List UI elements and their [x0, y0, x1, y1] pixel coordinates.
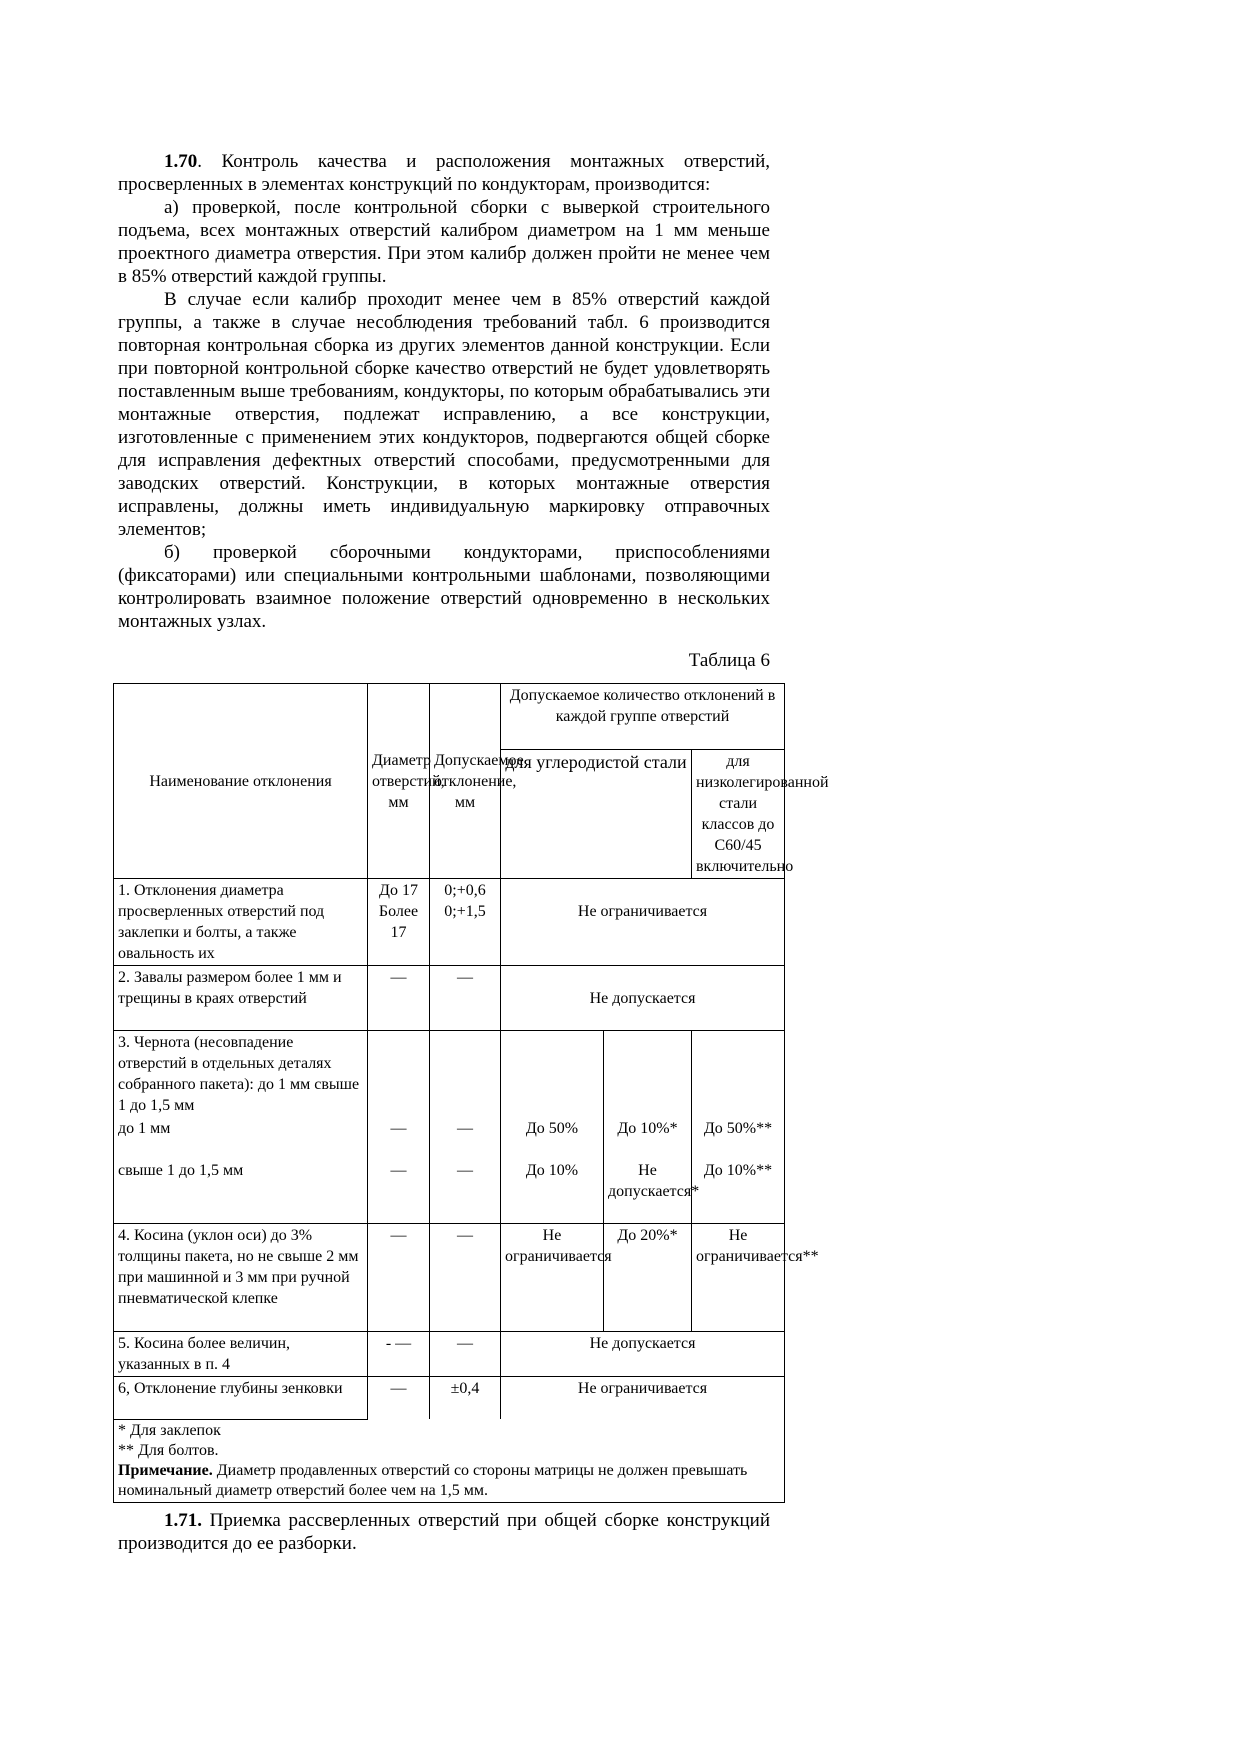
subrow-diameter: —	[368, 1117, 430, 1159]
row-count: Не ограничивается	[501, 879, 785, 966]
subrow-carbon: До 50%	[501, 1117, 604, 1159]
header-tolerance: Допускаемое отклонение, мм	[430, 684, 501, 879]
row-diameter: До 17 Более 17	[368, 879, 430, 966]
table-row	[114, 879, 785, 966]
header-name: Наименование отклонения	[114, 684, 368, 879]
table-row	[114, 1031, 785, 1118]
row-count: Не допускается	[501, 966, 785, 1031]
row-diameter: —	[368, 966, 430, 1031]
section-number: 1.70	[164, 151, 198, 172]
section-1-70-intro: 1.70. Контроль качества и расположения монтажных отверстий, просверленных в элементах конструкций по кондукторам, производится:	[118, 151, 770, 195]
row-count: Не ограничивается	[501, 1376, 785, 1419]
note-label: Примечание.	[118, 1461, 213, 1479]
tolerance-table	[113, 683, 829, 1503]
row-name: 4. Косина (уклон оси) до 3% толщины пакета, но не свыше 2 мм при машинной и 3 мм при ручной пневматической клепке	[114, 1223, 368, 1331]
header-row	[114, 684, 785, 750]
row-name: 3. Чернота (несовпадение отверстий в отдельных деталях собранного пакета): до 1 мм свыше 1 до 1,5 мм	[114, 1031, 368, 1118]
row-low-alloy-rivets: До 20%*	[604, 1223, 692, 1331]
row-name: 6, Отклонение глубины зенковки	[114, 1376, 368, 1419]
section-text: Приемка рассверленных отверстий при общей сборке конструкций производится до ее разборки.	[118, 1510, 770, 1554]
subrow-name: свыше 1 до 1,5 мм	[114, 1159, 368, 1223]
row-name: 2. Завалы размером более 1 мм и трещины в краях отверстий	[114, 966, 368, 1031]
table-row	[114, 1331, 785, 1376]
footnote-rivets: * Для заклепок	[118, 1421, 221, 1439]
table-row	[114, 966, 785, 1031]
section-number: 1.71.	[164, 1510, 202, 1531]
row-tolerance: —	[430, 1223, 501, 1331]
subrow-low-alloy-bolts: До 10%**	[692, 1159, 785, 1223]
section-1-71	[118, 1509, 770, 1555]
row-diameter: - —	[368, 1331, 430, 1376]
header-count: Допускаемое количество отклонений в каждой группе отверстий	[501, 684, 785, 750]
row-name: 1. Отклонения диаметра просверленных отверстий под заклепки и болты, а также овальность их	[114, 879, 368, 966]
note-text: Диаметр продавленных отверстий со стороны матрицы не должен превышать номинальный диаметр отверстий более чем на 1,5 мм.	[118, 1461, 748, 1499]
row-tolerance: —	[430, 966, 501, 1031]
subrow-tolerance: —	[430, 1159, 501, 1223]
table-caption: Таблица 6	[688, 650, 770, 671]
recheck-paragraph: В случае если калибр проходит менее чем в 85% отверстий каждой группы, а также в случае несоблюдения требований табл. 6 производится повторная контрольная сборка из других элементов данной конструкции. Если при повторной контрольной сборке качество отверстий не будет удовлетворять поставленным выше требованиям, кондукторы, по которым обрабатывались эти монтажные отверстия, подлежат исправлению, а все конструкции, изготовленные с применением этих кондукторов, подвергаются общей сборке для исправления дефектных отверстий способами, предусмотренными для заводских отверстий. Конструкции, в которых монтажные отверстия исправлены, должны иметь индивидуальную маркировку отправочных элементов;	[118, 289, 770, 540]
header-low-alloy-steel: для низколегированной стали классов до С60/45 включительно	[692, 750, 785, 879]
table-row	[114, 1376, 785, 1419]
subrow-low-alloy-bolts: До 50%**	[692, 1117, 785, 1159]
row-carbon: Не ограничивается	[501, 1223, 604, 1331]
row-count: Не допускается	[501, 1331, 785, 1376]
item-a: а) проверкой, после контрольной сборки с выверкой строительного подъема, всех монтажных отверстий калибром диаметром на 1 мм меньше проектного диаметра отверстия. При этом калибр должен пройти не менее чем в 85% отверстий каждой группы.	[118, 197, 770, 287]
row-tolerance: ±0,4	[430, 1376, 501, 1419]
table-notes	[114, 1419, 785, 1502]
row-low-alloy-bolts: Не ограничивается**	[692, 1223, 785, 1331]
subrow-carbon: До 10%	[501, 1159, 604, 1223]
row-diameter: —	[368, 1376, 430, 1419]
header-carbon-steel: для углеродистой стали	[501, 750, 692, 879]
subrow-tolerance: —	[430, 1117, 501, 1159]
footnote-bolts: ** Для болтов.	[118, 1441, 219, 1459]
row-tolerance: —	[430, 1331, 501, 1376]
subrow-name: до 1 мм	[114, 1117, 368, 1159]
row-name: 5. Косина более величин, указанных в п. 4	[114, 1331, 368, 1376]
item-b: б) проверкой сборочными кондукторами, приспособлениями (фиксаторами) или специальными контрольными шаблонами, позволяющими контролировать взаимное положение отверстий одновременно в нескольких монтажных узлах.	[118, 542, 770, 632]
section-1-70	[118, 150, 770, 633]
table-row	[114, 1223, 785, 1331]
subrow-low-alloy-rivets: До 10%*	[604, 1117, 692, 1159]
notes-row	[114, 1419, 785, 1502]
row-diameter: —	[368, 1223, 430, 1331]
subrow-low-alloy-rivets: Не допускается*	[604, 1159, 692, 1223]
row-tolerance: 0;+0,6 0;+1,5	[430, 879, 501, 966]
header-diameter: Диаметр отверстий, мм	[368, 684, 430, 879]
table-subrow	[114, 1117, 785, 1159]
table-subrow	[114, 1159, 785, 1223]
subrow-diameter: —	[368, 1159, 430, 1223]
